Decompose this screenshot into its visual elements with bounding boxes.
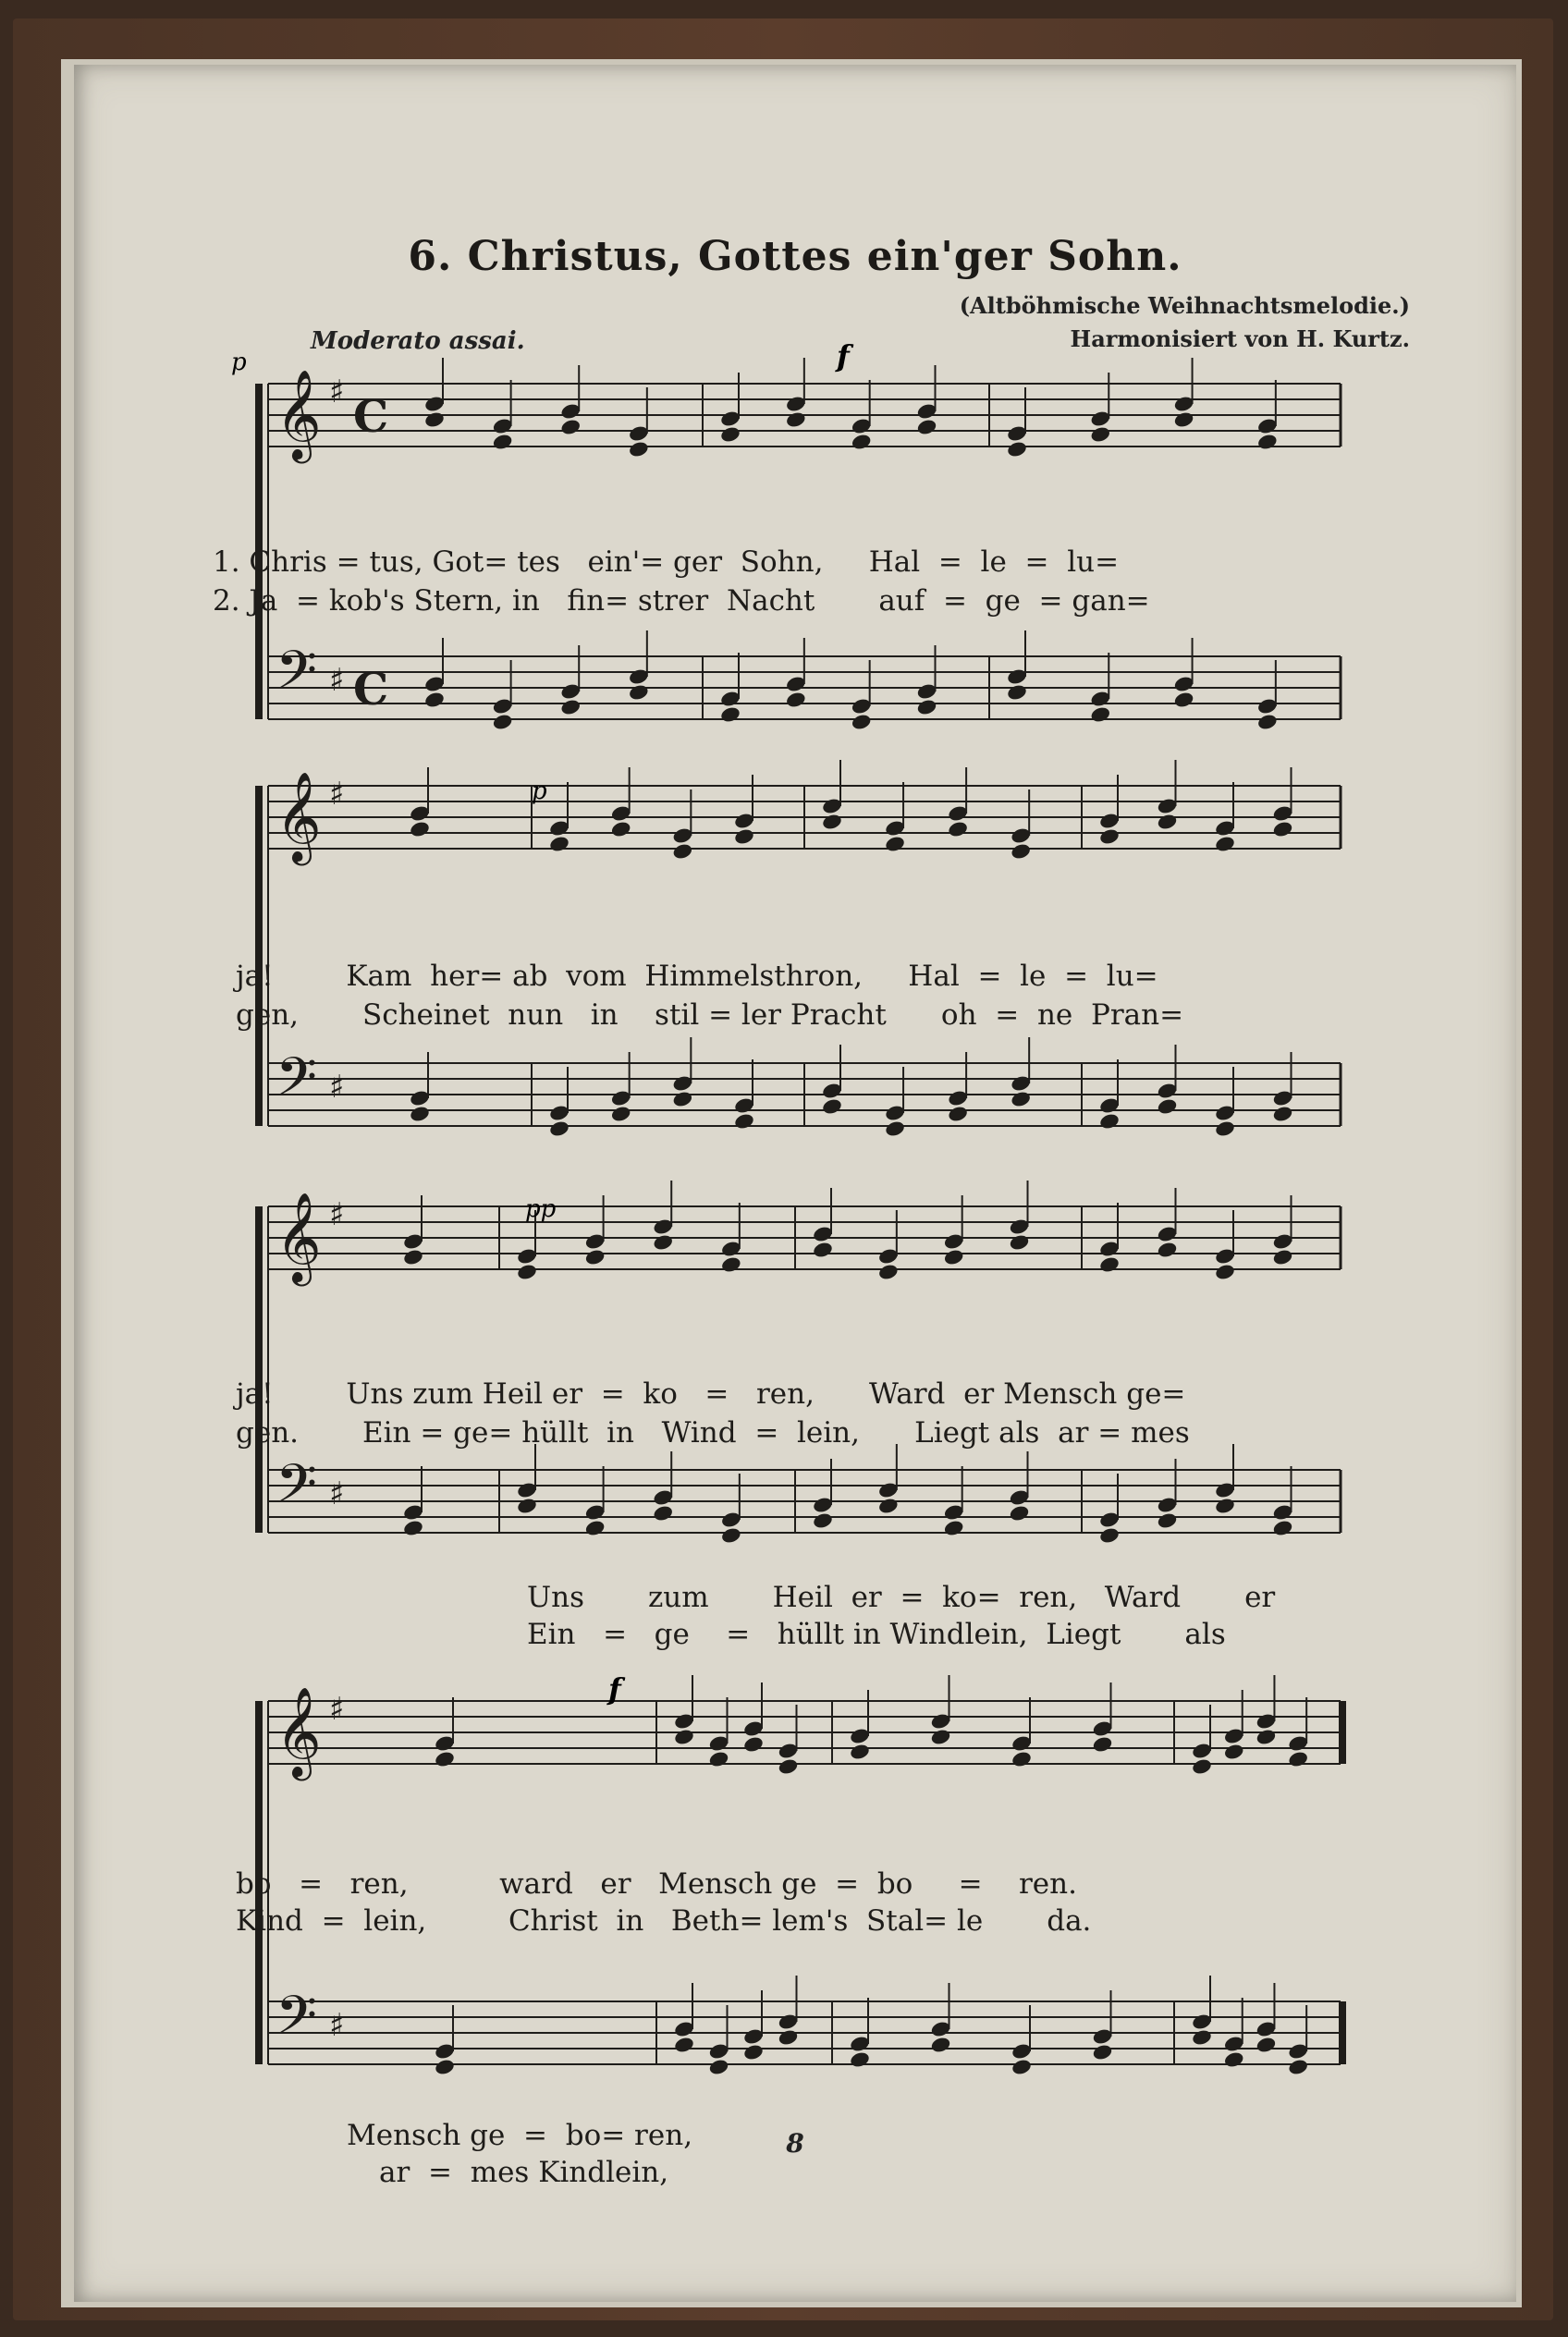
treble-clef-icon: 𝄞 <box>276 1686 322 1777</box>
notehead <box>434 2058 456 2076</box>
lyric-s2-verse1: ja! Kam her= ab vom Himmelsthron, Hal = le = lu= <box>236 960 1158 993</box>
notehead <box>742 1735 765 1754</box>
notehead <box>1173 410 1195 429</box>
notehead <box>1157 813 1179 831</box>
sharp-icon: ♯ <box>329 776 345 813</box>
notehead <box>673 2036 695 2054</box>
notehead <box>821 1097 843 1116</box>
notehead <box>1010 842 1032 861</box>
treble-clef-icon: 𝄞 <box>276 771 322 862</box>
lyric-s3-verse1: ja! Uns zum Heil er = ko = ren, Ward er Mensch ge= <box>236 1377 1186 1411</box>
notehead <box>1011 2058 1033 2076</box>
lyric-s3-bass1: Uns zum Heil er = ko= ren, Ward er <box>527 1581 1276 1614</box>
system-bracket <box>255 1206 263 1533</box>
notehead <box>1157 1511 1179 1530</box>
notehead <box>916 418 938 436</box>
notehead <box>673 1728 695 1746</box>
notehead <box>812 1241 834 1259</box>
notehead <box>812 1511 834 1530</box>
treble-clef-icon: 𝄞 <box>276 369 322 459</box>
notehead <box>916 698 938 716</box>
treble-clef-icon: 𝄞 <box>276 1192 322 1282</box>
notehead <box>1157 1241 1179 1259</box>
sharp-icon: ♯ <box>329 1691 345 1728</box>
notehead <box>742 2043 765 2062</box>
notehead <box>492 713 514 731</box>
notehead <box>1191 1757 1213 1776</box>
notehead <box>1214 1497 1236 1515</box>
notehead <box>1223 1743 1245 1761</box>
notehead <box>1092 1735 1114 1754</box>
notehead <box>1214 1120 1236 1138</box>
dynamic-p-1: p <box>231 349 247 376</box>
notehead <box>1256 1728 1278 1746</box>
notehead <box>720 1255 742 1274</box>
lyric-s3-verse2: gen. Ein = ge= hüllt in Wind = lein, Liegt als ar = mes <box>236 1416 1190 1450</box>
notehead <box>1256 2036 1278 2054</box>
notehead <box>877 1263 900 1281</box>
notehead <box>1287 2058 1309 2076</box>
notehead <box>785 410 807 429</box>
bass-clef-icon: 𝄢 <box>276 639 318 715</box>
page-number: 8 <box>786 2128 804 2159</box>
melody-source: (Altböhmische Weihnachtsmelodie.) <box>959 292 1410 319</box>
notehead <box>733 827 755 846</box>
notehead <box>1011 1750 1033 1768</box>
lyric-s2-verse2: gen, Scheinet nun in stil = ler Pracht oh = ne Pran= <box>236 998 1184 1032</box>
notehead <box>720 1526 742 1545</box>
lyric-s4-bass1: Mensch ge = bo= ren, <box>347 2119 693 2152</box>
dynamic-f-1: f <box>837 338 850 373</box>
notehead <box>434 1750 456 1768</box>
notehead <box>672 1090 694 1108</box>
notehead <box>1098 827 1121 846</box>
notehead <box>778 2028 800 2047</box>
notehead <box>930 1728 952 1746</box>
lyric-s1-verse1: 1. Chris = tus, Got= tes ein'= ger Sohn, Hal = le = lu= <box>213 545 1120 579</box>
lyric-s4-verse2: Kind = lein, Christ in Beth= lem's Stal= le da. <box>236 1904 1092 1938</box>
notehead <box>851 713 873 731</box>
notehead <box>610 820 632 838</box>
notehead <box>708 2058 730 2076</box>
notehead <box>1098 1112 1121 1131</box>
notehead <box>1010 1090 1032 1108</box>
notehead <box>409 1105 431 1123</box>
notehead <box>943 1248 965 1266</box>
notehead <box>1272 1519 1294 1537</box>
notehead <box>1092 2043 1114 2062</box>
lyric-s4-bass2: ar = mes Kindlein, <box>379 2156 669 2189</box>
notehead <box>628 683 650 702</box>
harmonization-credit: Harmonisiert von H. Kurtz. <box>1070 325 1410 352</box>
notehead <box>947 1105 969 1123</box>
bass-clef-icon: 𝄢 <box>276 1046 318 1121</box>
notehead <box>652 1233 674 1252</box>
notehead <box>402 1248 424 1266</box>
notehead <box>849 2050 871 2069</box>
notehead <box>584 1519 606 1537</box>
notehead <box>1272 1105 1294 1123</box>
lyric-s3-bass2: Ein = ge = hüllt in Windlein, Liegt als <box>527 1618 1226 1651</box>
notehead <box>402 1519 424 1537</box>
notehead <box>943 1519 965 1537</box>
notehead <box>1006 683 1028 702</box>
sharp-icon: ♯ <box>329 2007 345 2044</box>
notehead <box>719 705 741 724</box>
dynamic-p-2: p <box>532 777 547 805</box>
dynamic-pp-3: pp <box>525 1195 557 1223</box>
notehead <box>1214 1263 1236 1281</box>
notehead <box>947 820 969 838</box>
notehead <box>652 1504 674 1523</box>
sharp-icon: ♯ <box>329 1196 345 1233</box>
song-title: 6. Christus, Gottes ein'ger Sohn. <box>408 233 1182 280</box>
notehead <box>849 1743 871 1761</box>
sharp-icon: ♯ <box>329 373 345 410</box>
bass-clef-icon: 𝄢 <box>276 1984 318 2060</box>
notehead <box>516 1263 538 1281</box>
notehead <box>884 835 906 853</box>
notehead <box>628 440 650 459</box>
final-barline <box>1339 2001 1346 2064</box>
common-time-icon: C <box>353 664 389 716</box>
notehead <box>877 1497 900 1515</box>
sharp-icon: ♯ <box>329 1475 345 1512</box>
notehead <box>930 2036 952 2054</box>
notehead <box>1089 705 1111 724</box>
notehead <box>1173 691 1195 709</box>
notehead <box>584 1248 606 1266</box>
notehead <box>409 820 431 838</box>
final-barline <box>1339 1701 1346 1764</box>
notehead <box>548 1120 570 1138</box>
dynamic-f-4: f <box>608 1671 621 1707</box>
sharp-icon: ♯ <box>329 1069 345 1106</box>
notehead <box>719 425 741 444</box>
notehead <box>423 410 446 429</box>
notehead <box>778 1757 800 1776</box>
staff-lines <box>255 369 1346 2064</box>
bass-clef-icon: 𝄢 <box>276 1452 318 1528</box>
notehead <box>516 1497 538 1515</box>
notehead <box>1009 1233 1031 1252</box>
notehead <box>851 433 873 451</box>
notehead <box>1006 440 1028 459</box>
notehead <box>559 698 582 716</box>
system-bracket <box>255 786 263 1126</box>
notehead <box>1256 433 1279 451</box>
notehead <box>733 1112 755 1131</box>
notehead <box>1157 1097 1179 1116</box>
notehead <box>1089 425 1111 444</box>
lyric-s1-verse2: 2. Ja = kob's Stern, in fin= strer Nacht auf = ge = gan= <box>213 584 1150 618</box>
notehead <box>672 842 694 861</box>
notehead <box>1009 1504 1031 1523</box>
notehead <box>1256 713 1279 731</box>
notehead <box>785 691 807 709</box>
notehead <box>708 1750 730 1768</box>
notehead <box>492 433 514 451</box>
notehead <box>821 813 843 831</box>
notehead <box>1272 820 1294 838</box>
notehead <box>610 1105 632 1123</box>
lyric-s4-verse1: bo = ren, ward er Mensch ge = bo = ren. <box>236 1867 1077 1901</box>
notehead <box>1191 2028 1213 2047</box>
notehead <box>1214 835 1236 853</box>
notehead <box>423 691 446 709</box>
notehead <box>1287 1750 1309 1768</box>
notehead <box>548 835 570 853</box>
notehead <box>1098 1526 1121 1545</box>
notehead <box>559 418 582 436</box>
notehead <box>1098 1255 1121 1274</box>
notehead <box>884 1120 906 1138</box>
sheet-music-page <box>74 65 1516 2302</box>
notehead <box>1272 1248 1294 1266</box>
notehead <box>1223 2050 1245 2069</box>
music-score <box>74 65 1516 2302</box>
common-time-icon: C <box>353 391 389 443</box>
tempo-marking: Moderato assai. <box>311 327 525 355</box>
sharp-icon: ♯ <box>329 662 345 699</box>
